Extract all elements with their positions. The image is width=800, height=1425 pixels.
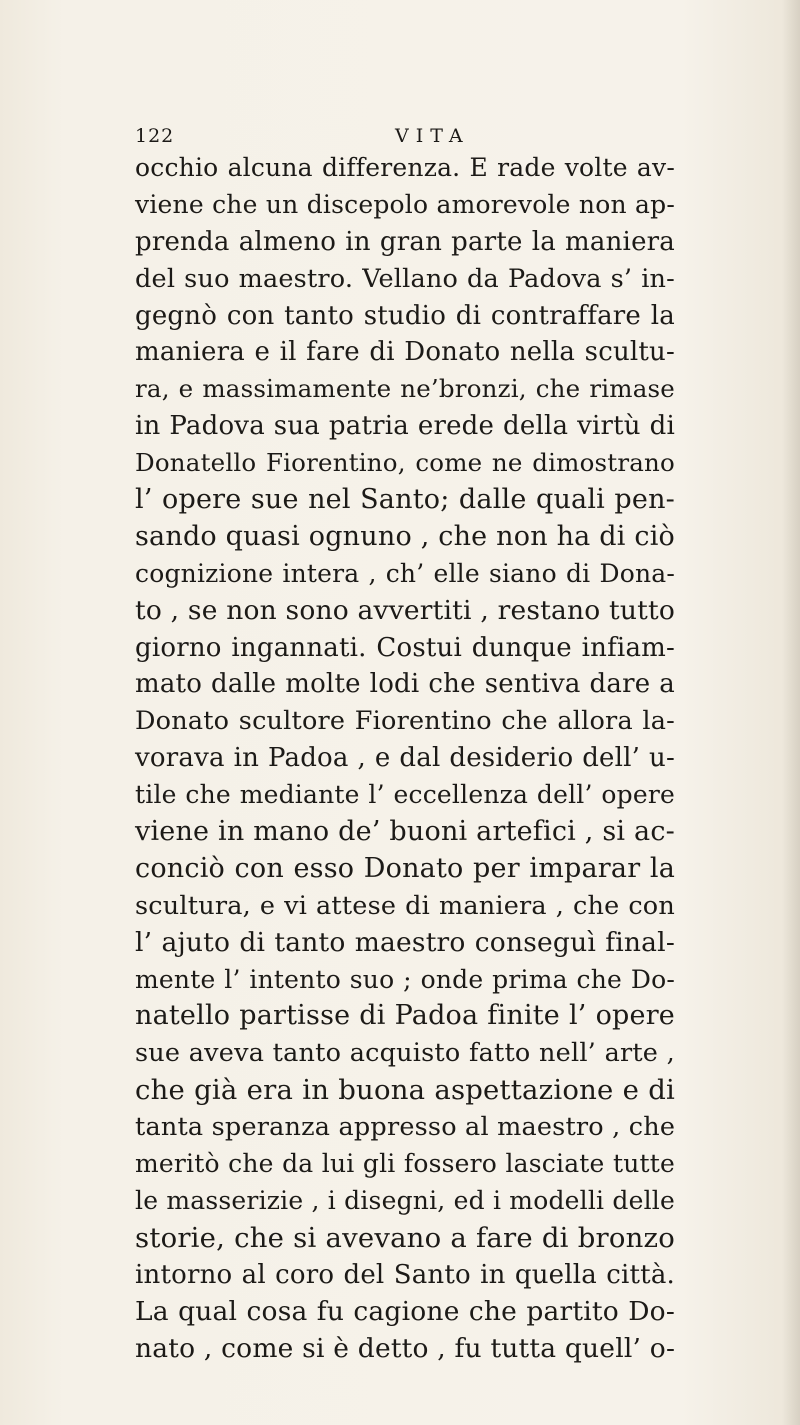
body-text [135,150,675,1367]
text-line: giorno ingannati. Costui dunque infiam- [135,632,675,663]
text-line: intorno al coro del Santo in quella città. [135,1259,675,1290]
text-line: Donato scultore Fiorentino che allora la- [135,706,675,737]
text-line: viene che un discepolo amorevole non ap- [135,189,675,219]
text-line: l’ opere sue nel Santo; dalle quali pen- [135,484,675,516]
text-line: tanta speranza appresso al maestro , che [135,1112,676,1143]
text-line: del suo maestro. Vellano da Padova s’ in- [135,263,675,294]
text-line: l’ ajuto di tanto maestro conseguì final- [135,926,675,958]
text-line: cognizione intera , ch’ elle siano di Dona- [135,558,675,588]
text-line: storie, che si avevano a fare di bronzo [135,1221,675,1254]
text-line: occhio alcuna differenza. E rade volte av- [135,153,675,182]
page-header [135,125,675,151]
text-line: maniera e il fare di Donato nella scultu- [135,337,675,368]
text-line: gegnò con tanto studio di contraffare la [135,300,675,331]
text-line: meritò che da lui gli fossero lasciate tutte [135,1149,675,1179]
text-line: mente l’ intento suo ; onde prima che Do- [135,964,675,994]
running-title: VITA [395,125,470,147]
text-line: conciò con esso Donato per imparar la [135,852,675,884]
text-line: sando quasi ognuno , che non ha di ciò [135,520,675,552]
text-line: vorava in Padoa , e dal desiderio dell’ u- [135,743,675,774]
text-line: Donatello Fiorentino, come ne dimostrano [135,448,675,478]
page-number: 122 [135,125,175,147]
text-line: scultura, e vi attese di maniera , che con [135,890,675,921]
text-line: ra, e massimamente ne’bronzi, che rimase [135,374,675,404]
text-line: nato , come si è detto , fu tutta quell’ o- [135,1332,676,1364]
text-line: to , se non sono avvertiti , restano tutto [135,594,675,626]
text-line: le masserizie , i disegni, ed i modelli delle [135,1185,675,1215]
text-line: in Padova sua patria erede della virtù di [135,411,675,442]
text-line: viene in mano de’ buoni artefici , si ac- [135,816,675,848]
text-line: prenda almeno in gran parte la maniera [135,226,675,257]
text-line: mato dalle molte lodi che sentiva dare a [135,669,675,700]
text-line: natello partisse di Padoa finite l’ opere [135,1000,675,1032]
page-edge-shadow [782,0,800,1425]
text-line: tile che mediante l’ eccellenza dell’ opere [135,780,675,810]
text-line: sue aveva tanto acquisto fatto nell’ arte , [135,1038,675,1069]
text-line: La qual cosa fu cagione che partito Do- [135,1295,675,1327]
text-line: che già era in buona aspettazione e di [135,1074,675,1107]
